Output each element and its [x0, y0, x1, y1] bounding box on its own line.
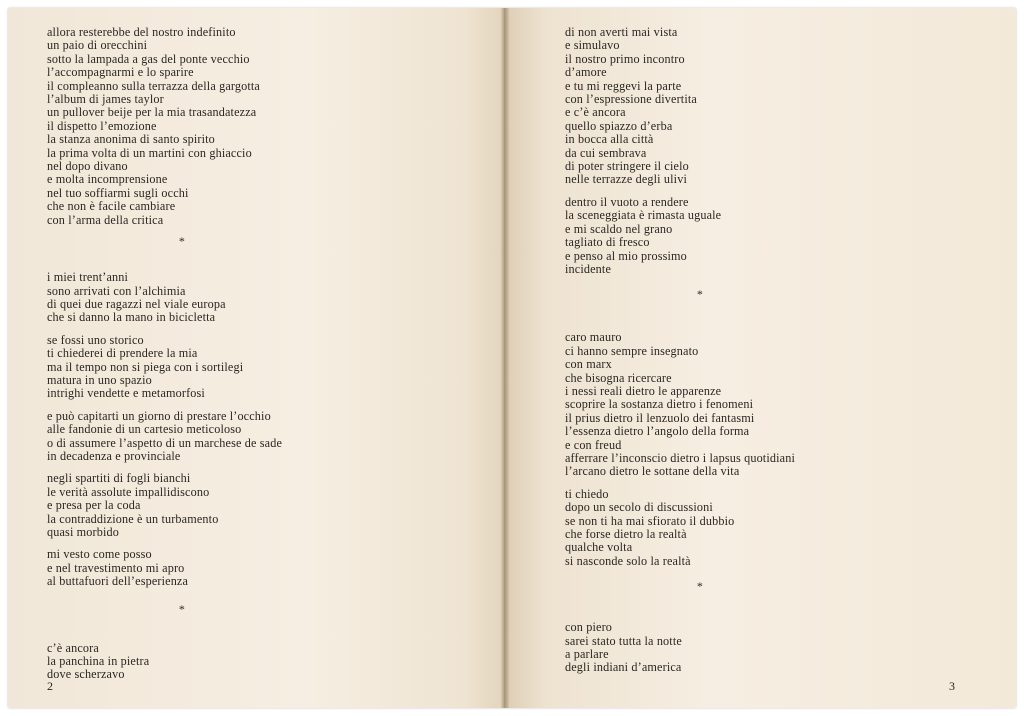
page-number-right: 3 [949, 679, 955, 693]
poem-line: se non ti ha mai sfiorato il dubbio [565, 513, 735, 528]
poem-stanza [565, 488, 835, 568]
poem-line: ci hanno sempre insegnato [565, 343, 699, 358]
poem-line: alle fandonie di un cartesio meticoloso [47, 422, 242, 437]
poem-line: e penso al mio prossimo [565, 248, 687, 263]
poem-line: con marx [565, 357, 612, 372]
poem-line: la sceneggiata è rimasta uguale [565, 208, 722, 223]
poem-line: il dispetto l’emozione [47, 118, 157, 133]
poem-line: nel dopo divano [47, 159, 128, 174]
poem-line: sono arrivati con l’alchimia [47, 283, 186, 298]
poem-line: quasi morbido [47, 525, 120, 539]
page-number-left: 2 [47, 679, 53, 693]
poem-line: e presa per la coda [47, 498, 141, 513]
poem-line: e tu mi reggevi la parte [565, 78, 682, 93]
poem-line: c’è ancora [47, 640, 99, 655]
poem-line: scoprire la sostanza dietro i fenomeni [565, 397, 754, 412]
section-separator-star: * [178, 601, 186, 616]
poem-line: o di assumere l’aspetto di un marchese de sade [47, 435, 282, 450]
poem-stanza [47, 26, 317, 227]
poem-line: se fossi uno storico [47, 332, 144, 347]
poem-line: nelle terrazze degli ulivi [565, 172, 687, 187]
poem-line: un paio di orecchini [47, 38, 148, 53]
poem-line: caro mauro [565, 330, 622, 345]
poem-line: sotto la lampada a gas del ponte vecchio [47, 51, 250, 66]
poem-line: con piero [565, 620, 613, 635]
poem-line: nel tuo soffiarmi sugli occhi [47, 185, 189, 200]
poem-line: e mi scaldo nel grano [565, 221, 673, 236]
poem-line: le verità assolute impallidiscono [47, 484, 210, 499]
poem-line: qualche volta [565, 540, 633, 555]
poem-line: con l’espressione divertita [565, 92, 697, 107]
poem-stanza [565, 331, 835, 478]
poem-line: l’accompagnarmi e lo sparire [47, 65, 194, 80]
poem-stanza [47, 334, 317, 401]
poem-line: a parlare [565, 647, 609, 662]
poem-line: dove scherzavo [47, 667, 125, 682]
poem-line: e simulavo [565, 38, 620, 53]
poem-line: ti chiedo [565, 486, 609, 501]
poem-line: in decadenza e provinciale [47, 448, 181, 463]
poem-line: la prima volta di un martini con ghiaccio [47, 145, 252, 160]
poem-stanza [565, 621, 835, 675]
poem-line: e c’è ancora [565, 105, 626, 120]
section-separator-star: * [696, 579, 704, 594]
poem-line: intrighi vendette e metamorfosi [47, 386, 205, 401]
poem-line: il prius dietro il lenzuolo dei fantasmi [565, 410, 755, 425]
poem-line: che forse dietro la realtà [565, 527, 687, 541]
section-separator-star: * [696, 287, 704, 302]
poem-line: di quei due ragazzi nel viale europa [47, 296, 226, 311]
poem-line: l’essenza dietro l’angolo della forma [565, 424, 750, 439]
poem-stanza [47, 472, 317, 539]
poem-line: di non averti mai vista [565, 25, 678, 39]
poem-line: negli spartiti di fogli bianchi [47, 471, 191, 486]
poem-line: da cui sembrava [565, 145, 647, 160]
poem-line: la panchina in pietra [47, 654, 150, 669]
poem-line: e molta incomprensione [47, 172, 168, 187]
poem-line: quello spiazzo d’erba [565, 118, 673, 133]
poem-line: dopo un secolo di discussioni [565, 500, 713, 515]
poem-stanza [47, 548, 317, 588]
poem-stanza [47, 271, 317, 325]
poem-line: al buttafuori dell’esperienza [47, 574, 189, 589]
poem-stanza [565, 26, 835, 187]
poem-line: il compleanno sulla terrazza della gargotta [47, 78, 260, 93]
poem-line: l’album di james taylor [47, 92, 164, 107]
poem-line: e con freud [565, 437, 622, 452]
poem-line: e nel travestimento mi apro [47, 560, 185, 575]
poem-line: ti chiederei di prendere la mia [47, 346, 198, 361]
poem-line: si nasconde solo la realtà [565, 553, 691, 568]
poem-line: con l’arma della critica [47, 212, 164, 227]
poem-stanza [47, 410, 317, 464]
poem-line: che non è facile cambiare [47, 199, 176, 214]
poem-line: la contraddizione è un turbamento [47, 511, 219, 526]
left-page-text [47, 26, 317, 691]
poem-line: tagliato di fresco [565, 235, 650, 250]
poem-line: afferrare l’inconscio dietro i lapsus quotidiani [565, 450, 796, 465]
poem-line: dentro il vuoto a rendere [565, 194, 689, 209]
poem-line: i miei trent’anni [47, 270, 129, 285]
poem-line: la stanza anonima di santo spirito [47, 132, 215, 147]
poem-line: incidente [565, 261, 612, 276]
poem-line: il nostro primo incontro [565, 51, 685, 66]
poem-line: matura in uno spazio [47, 372, 152, 387]
poem-line: ma il tempo non si piega con i sortilegi [47, 359, 244, 374]
poem-line: degli indiani d’america [565, 660, 682, 675]
poem-stanza [565, 196, 835, 276]
poem-line: di poter stringere il cielo [565, 159, 689, 174]
poem-line: d’amore [565, 65, 607, 80]
poem-line: sarei stato tutta la notte [565, 633, 682, 648]
right-page-text [565, 26, 835, 684]
poem-line: l’arcano dietro le sottane della vita [565, 464, 740, 479]
poem-line: mi vesto come posso [47, 547, 152, 562]
poem-stanza [47, 642, 317, 682]
poem-line: allora resterebbe del nostro indefinito [47, 25, 236, 39]
book-gutter [501, 8, 509, 708]
poem-line: in bocca alla città [565, 132, 654, 147]
poem-line: i nessi reali dietro le apparenze [565, 383, 722, 398]
poem-line: che si danno la mano in bicicletta [47, 310, 216, 325]
poem-line: un pullover beije per la mia trasandatezza [47, 105, 257, 120]
poem-line: che bisogna ricercare [565, 370, 672, 385]
poem-line: e può capitarti un giorno di prestare l’occhio [47, 408, 271, 423]
section-separator-star: * [178, 234, 186, 249]
